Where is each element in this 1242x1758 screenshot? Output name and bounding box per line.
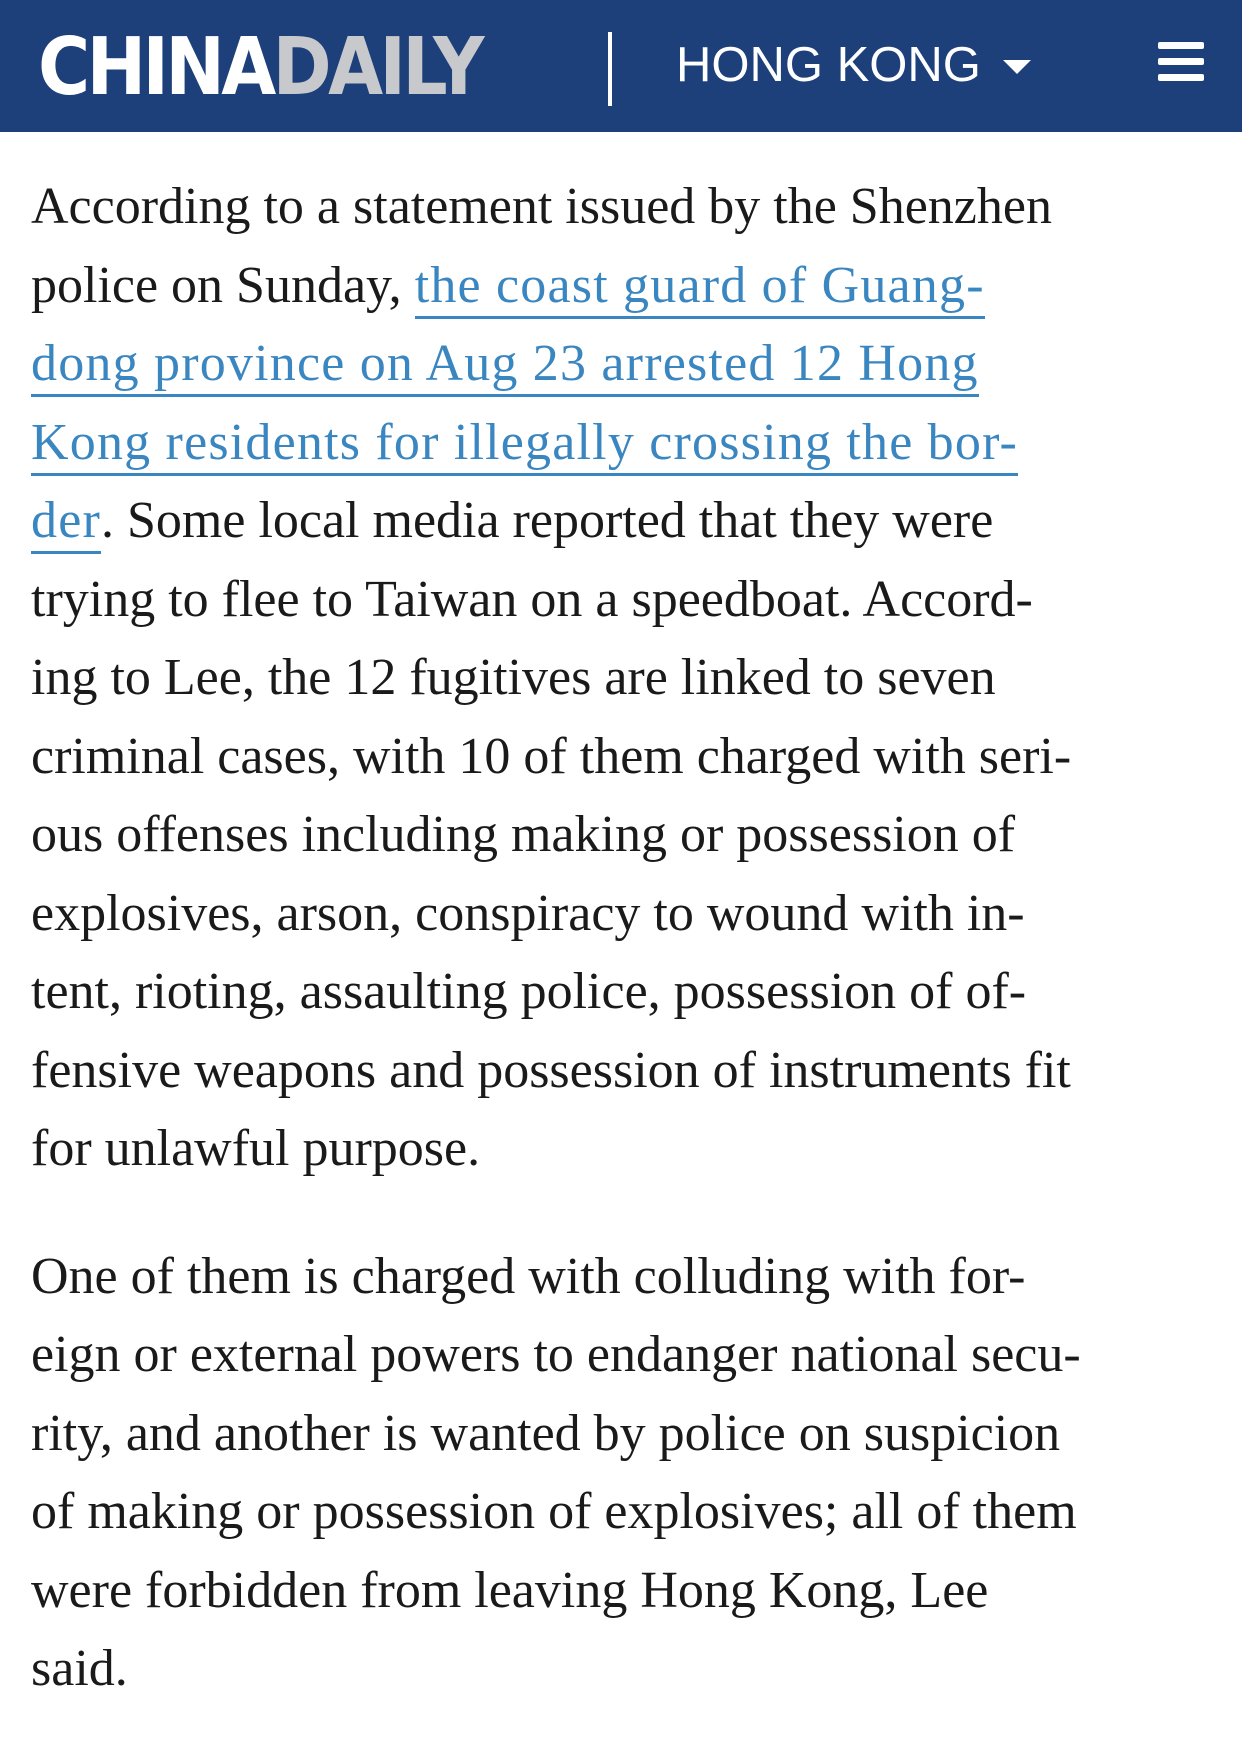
text-line: ing to Lee, the 12 fugitives are linked to seven (31, 649, 996, 706)
header-divider (608, 32, 612, 106)
text-line: One of them is charged with colluding with for- (31, 1247, 1026, 1305)
text-line: explosives, arson, conspiracy to wound with in- (31, 884, 1025, 942)
text-line: tent, rioting, assaulting police, possession of of- (31, 963, 1027, 1020)
logo-daily: DAILY (272, 21, 481, 113)
text-line: of making or possession of explosives; all of them (31, 1483, 1077, 1540)
text-line: trying to flee to Taiwan on a speedboat. Accord- (31, 570, 1033, 628)
region-dropdown[interactable] (676, 34, 1031, 96)
text-run: . Some local media reported that they were (101, 492, 994, 549)
article-body (31, 168, 1221, 1758)
top-header (0, 0, 1242, 132)
article-paragraph-2 (31, 1238, 1221, 1709)
story-link[interactable]: Kong residents for illegally crossing the bor- (31, 414, 1018, 476)
text-line: criminal cases, with 10 of them charged with seri- (31, 727, 1072, 785)
story-link[interactable]: der (31, 492, 101, 554)
hamburger-menu-icon[interactable] (1158, 42, 1204, 82)
text-line: ous offenses including making or possession of (31, 806, 1016, 863)
china-daily-logo[interactable] (38, 22, 481, 112)
text-line (31, 404, 1221, 483)
region-label: HONG KONG (676, 38, 981, 92)
story-link[interactable]: dong province on Aug 23 arrested 12 Hong (31, 335, 979, 397)
chevron-down-icon (1003, 60, 1031, 74)
text-line: eign or external powers to endanger national secu- (31, 1326, 1081, 1383)
text-line: rity, and another is wanted by police on suspicion (31, 1404, 1061, 1462)
article-paragraph-1 (31, 168, 1221, 1189)
story-link[interactable]: the coast guard of Guang- (415, 257, 985, 319)
logo-china: CHINA (38, 21, 273, 113)
text-run: police on Sunday, (31, 256, 415, 314)
text-line (31, 482, 1221, 561)
text-line: were forbidden from leaving Hong Kong, Lee (31, 1561, 989, 1619)
text-line: According to a statement issued by the Shenzhen (31, 178, 1052, 235)
text-line: said. (31, 1640, 128, 1697)
text-line (31, 325, 1221, 404)
text-line (31, 247, 1221, 326)
text-line: for unlawful purpose. (31, 1120, 481, 1177)
text-line: fensive weapons and possession of instruments fit (31, 1041, 1071, 1099)
